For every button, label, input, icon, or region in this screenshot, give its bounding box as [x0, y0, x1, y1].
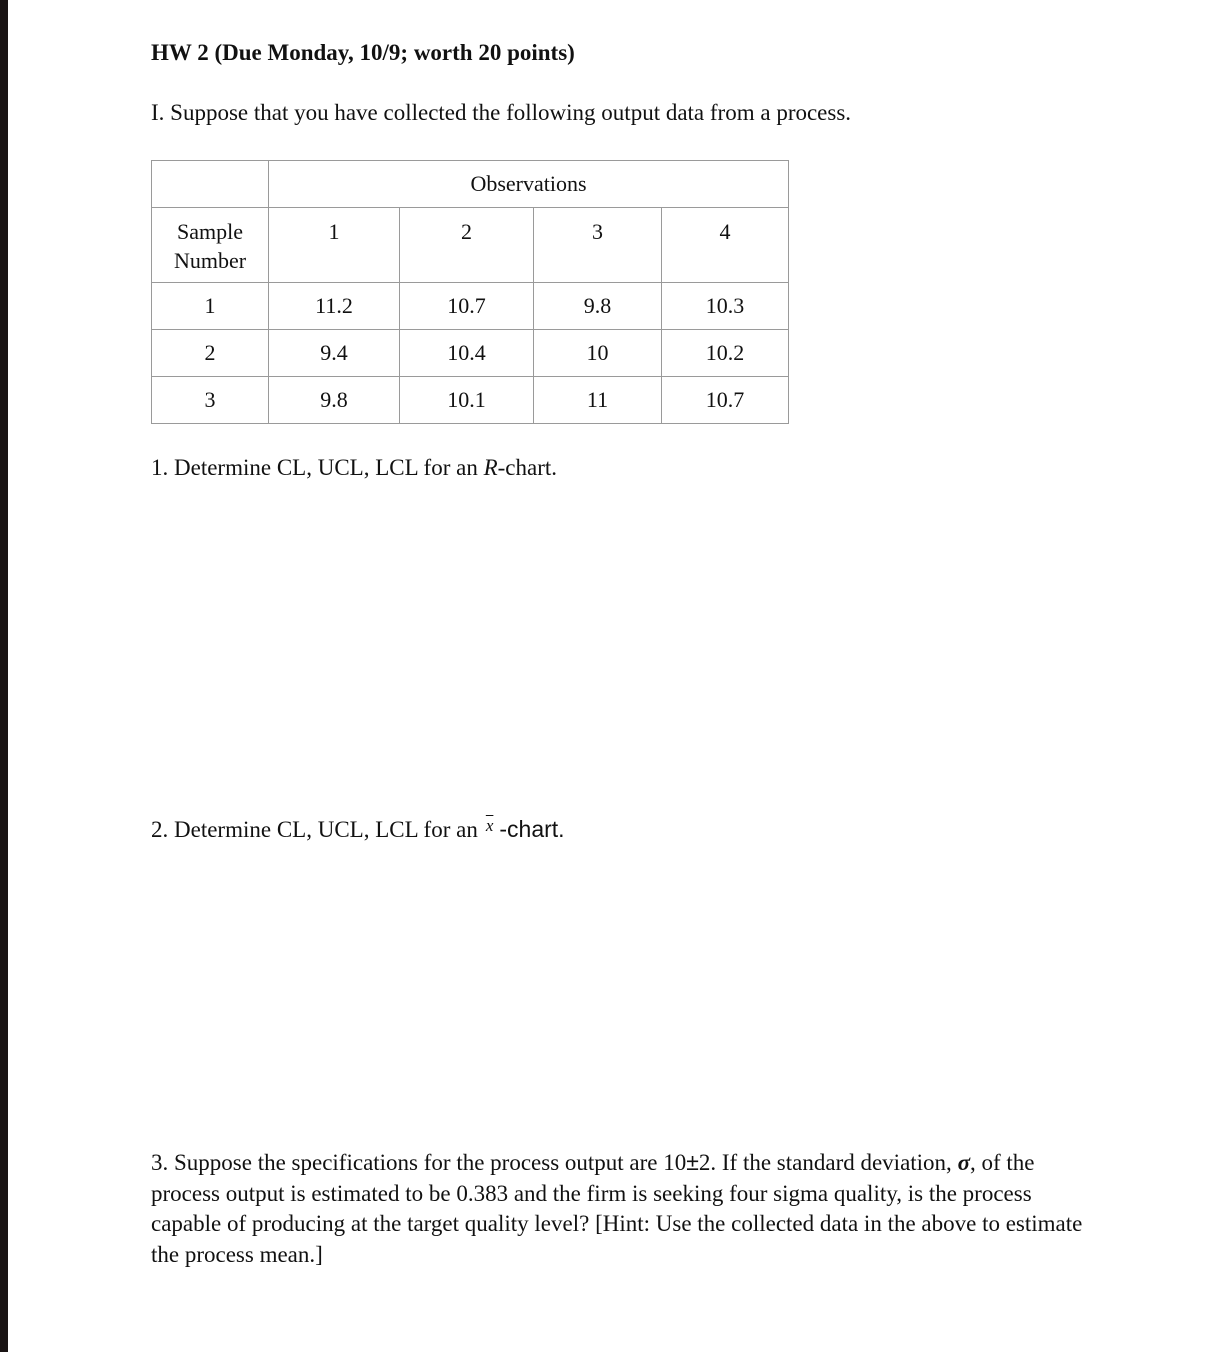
observation-cell: 10	[534, 330, 662, 377]
sample-number-header	[152, 208, 269, 283]
sample-number-cell: 3	[152, 377, 269, 424]
table-row	[152, 283, 789, 330]
question-3	[151, 1147, 1101, 1270]
question-2-suffix: -chart.	[499, 816, 565, 842]
table-row	[152, 330, 789, 377]
table-subheader-row	[152, 208, 789, 283]
observation-cell: 10.4	[400, 330, 534, 377]
intro-text: I. Suppose that you have collected the following output data from a process.	[151, 100, 852, 125]
observation-cell: 9.4	[269, 330, 400, 377]
observation-cell: 11	[534, 377, 662, 424]
observation-cell: 10.3	[662, 283, 789, 330]
observation-cell: 10.7	[400, 283, 534, 330]
question-3-part3: , of the process output is estimated to be 0.383 and the firm is seeking four sigma quality, is the process capable of producing at the target quality level? [Hint: Use the collected data in the above to estimate the process mean.]	[151, 1150, 1083, 1267]
question-2	[151, 816, 565, 843]
observations-header: Observations	[269, 161, 789, 208]
homework-title: HW 2 (Due Monday, 10/9; worth 20 points)	[151, 40, 575, 65]
observation-cell: 11.2	[269, 283, 400, 330]
sigma-symbol: σ	[957, 1150, 970, 1175]
observation-column-header: 4	[662, 208, 789, 283]
table-header-row	[152, 161, 789, 208]
observation-column-header: 1	[269, 208, 400, 283]
observation-column-header: 2	[400, 208, 534, 283]
observation-cell: 10.2	[662, 330, 789, 377]
observation-column-header: 3	[534, 208, 662, 283]
question-1-prefix: 1. Determine CL, UCL, LCL for an	[151, 455, 484, 480]
observation-cell: 9.8	[534, 283, 662, 330]
plus-minus-symbol: ±	[686, 1149, 699, 1175]
question-3-part1: 3. Suppose the specifications for the process output are 10	[151, 1150, 687, 1175]
question-1	[151, 455, 557, 481]
question-1-chart-variable: R	[483, 455, 498, 480]
observations-table	[151, 160, 789, 424]
question-2-prefix: 2. Determine CL, UCL, LCL for an	[151, 817, 478, 842]
left-edge-bar	[0, 0, 8, 1352]
observation-cell: 9.8	[269, 377, 400, 424]
observation-cell: 10.7	[662, 377, 789, 424]
sample-label-line2: Number	[173, 248, 247, 273]
question-3-part2: 2. If the standard deviation,	[698, 1150, 958, 1175]
question-1-suffix: -chart.	[497, 455, 558, 480]
sample-label-line1: Sample	[177, 219, 243, 244]
sample-number-cell: 1	[152, 283, 269, 330]
x-bar-symbol: $\overline{x}$	[485, 816, 494, 835]
sample-number-cell: 2	[152, 330, 269, 377]
observation-cell: 10.1	[400, 377, 534, 424]
table-corner-cell	[152, 161, 269, 208]
table-row	[152, 377, 789, 424]
